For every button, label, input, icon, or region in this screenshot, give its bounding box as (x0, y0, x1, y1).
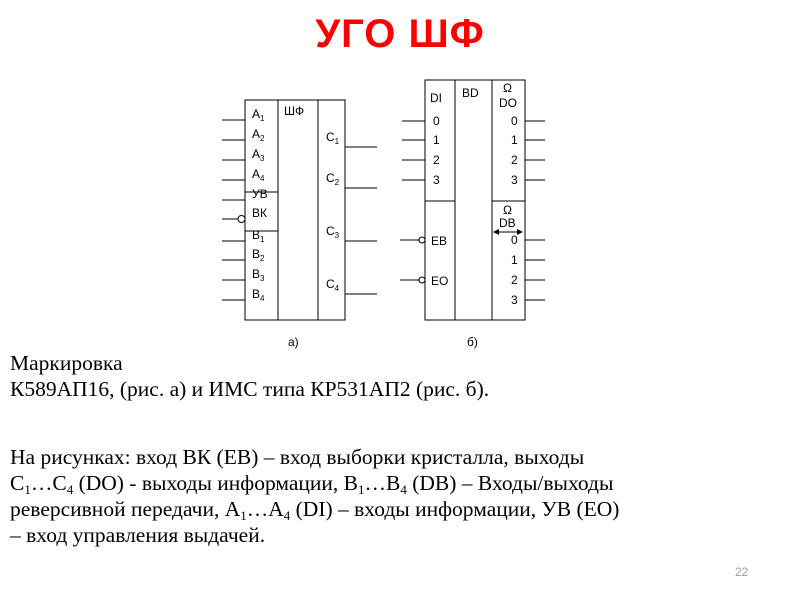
description-line-4: – вход управления выдачей. (10, 523, 266, 547)
diagram-a-output-label-4: $C_4$ (326, 277, 340, 293)
diagram-b-do-omega-symbol: Ω (503, 81, 512, 95)
diagram-b-eo-label: EO (431, 274, 449, 288)
diagram-b-eb-inversion-bubble (419, 237, 425, 243)
diagram-a-output-label-3: $C_3$ (326, 224, 340, 240)
diagram-b-do-pins (511, 114, 545, 187)
diagram-a-input-label-2: $A_2$ (252, 127, 265, 143)
description-line-3: реверсивной передачи, $А_1\dots А_4$ (DI) – входы информации, УВ (ЕО) (10, 497, 620, 523)
description-block (10, 444, 795, 548)
diagram-b-db-pin-label-1: 1 (511, 253, 518, 267)
diagram-b-db-pin-label-3: 3 (511, 293, 518, 307)
diagram-a-input-label-5: УВ (252, 187, 268, 201)
diagram-b-caption: б) (467, 335, 478, 349)
diagram-b-db-label: DB (499, 216, 516, 230)
description-line-2: $С_1\dots С_4$ (DO) - выходы информации, $В_1\dots В_4$ (DB) – Входы/выходы (10, 471, 614, 497)
diagram-b-db-omega-symbol: Ω (503, 203, 512, 217)
marking-heading: Маркировка (10, 351, 123, 375)
diagram-b-do-pin-label-3: 3 (511, 173, 518, 187)
diagram-a-input-label-6: ВК (252, 206, 267, 220)
diagram-a-right-pins (326, 130, 377, 294)
diagram-a-input-label-4: $A_4$ (252, 167, 265, 183)
diagram-b-do-pin-label-0: 0 (511, 114, 518, 128)
diagram-b-di-pin-label-1: 1 (433, 133, 440, 147)
diagram-b-di-label: DI (430, 91, 442, 105)
diagram-a-block-label: ШФ (284, 104, 305, 118)
diagram-b-di-pin-label-3: 3 (433, 173, 440, 187)
diagram-b-do-pin-label-2: 2 (511, 153, 518, 167)
diagram-a-input-label-9: $B_3$ (252, 267, 265, 283)
diagram-b-do-label: DO (499, 96, 517, 110)
diagram-a-output-label-2: $C_2$ (326, 171, 340, 187)
marking-block (10, 350, 795, 402)
diagram-a-input-label-3: $A_3$ (252, 147, 265, 163)
diagram-b-db-pins (511, 233, 545, 307)
diagram-a-caption: а) (288, 335, 299, 349)
diagram-b-control-pins (400, 240, 419, 280)
diagram-a-vk-inversion-bubble (238, 216, 245, 223)
diagram-b-di-pins (402, 114, 440, 187)
diagram-b-di-pin-label-0: 0 (433, 114, 440, 128)
diagram-b-eo-inversion-bubble (419, 277, 425, 283)
description-line-1: На рисунках: вход ВК (ЕВ) – вход выборки кристалла, выходы (10, 445, 585, 469)
slide-title: УГО ШФ (315, 12, 485, 56)
diagram-b-eb-label: EB (431, 234, 448, 248)
diagram-a-input-label-7: $B_1$ (252, 228, 265, 244)
diagram-b-bd-label: BD (462, 86, 479, 100)
db-arrow-right-icon (517, 229, 523, 235)
marking-line: К589АП16, (рис. а) и ИМС типа КР531АП2 (рис. б). (10, 377, 490, 401)
diagram-b-di-pin-label-2: 2 (433, 153, 440, 167)
diagram-b-do-pin-label-1: 1 (511, 133, 518, 147)
diagram-a-input-label-8: $B_2$ (252, 247, 265, 263)
diagram-a-input-label-10: $B_4$ (252, 287, 265, 303)
diagram-a-output-label-1: $C_1$ (326, 130, 340, 146)
diagram-b-db-pin-label-2: 2 (511, 273, 518, 287)
page-number: 22 (735, 565, 749, 579)
diagram-a-input-label-1: $A_1$ (252, 107, 265, 123)
diagram-b-db-pin-label-0: 0 (511, 233, 518, 247)
